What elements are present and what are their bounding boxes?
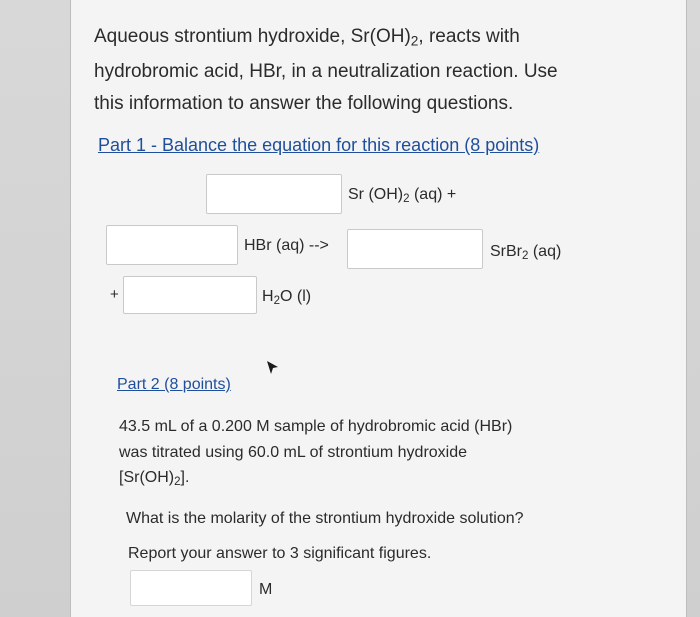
molarity-answer-field[interactable] <box>131 571 251 605</box>
coefficient-input-srbr2[interactable] <box>347 229 483 269</box>
molarity-answer-input[interactable] <box>130 570 252 606</box>
part2-question-line-2: was titrated using 60.0 mL of strontium hydroxide <box>119 444 468 461</box>
sig-fig-instruction: Report your answer to 3 significant figures. <box>128 545 432 562</box>
mouse-pointer-icon <box>266 360 280 376</box>
intro-line-1: Aqueous strontium hydroxide, $Sr(OH)_2$, reacts with <box>94 26 520 49</box>
part2-title-link[interactable]: Part 2 (8 points) <box>117 376 231 393</box>
coefficient-input-hbr[interactable] <box>106 225 238 265</box>
plus-sign: + <box>110 286 119 303</box>
intro-line-2: hydrobromic acid, HBr, in a neutralization reaction. Use <box>94 61 558 82</box>
coefficient-input-h2o[interactable] <box>123 276 257 314</box>
part1-title-link[interactable]: Part 1 - Balance the equation for this reaction (8 points) <box>98 135 540 155</box>
part2-question-line-3: $[Sr(OH)_2]$. <box>119 469 190 488</box>
coefficient-field-hbr[interactable] <box>107 226 237 264</box>
coefficient-input-sroh2[interactable] <box>206 174 342 214</box>
term-sroh2: Sr $(OH)_2$ (aq) + <box>348 186 457 205</box>
term-h2o: $H_2O$ (l) <box>262 288 312 307</box>
coefficient-field-h2o[interactable] <box>124 277 256 313</box>
coefficient-field-srbr2[interactable] <box>348 230 482 268</box>
coefficient-field-sroh2[interactable] <box>207 175 341 213</box>
part2-question-line-1: 43.5 mL of a 0.200 M sample of hydrobromic acid (HBr) <box>119 418 513 435</box>
term-hbr: HBr (aq) --> <box>244 237 329 254</box>
molarity-question: What is the molarity of the strontium hydroxide solution? <box>126 510 524 527</box>
molarity-unit-label: M <box>259 581 273 598</box>
intro-line-3: this information to answer the following questions. <box>94 93 514 114</box>
term-srbr2: SrBr$_2$ (aq) <box>490 243 562 262</box>
